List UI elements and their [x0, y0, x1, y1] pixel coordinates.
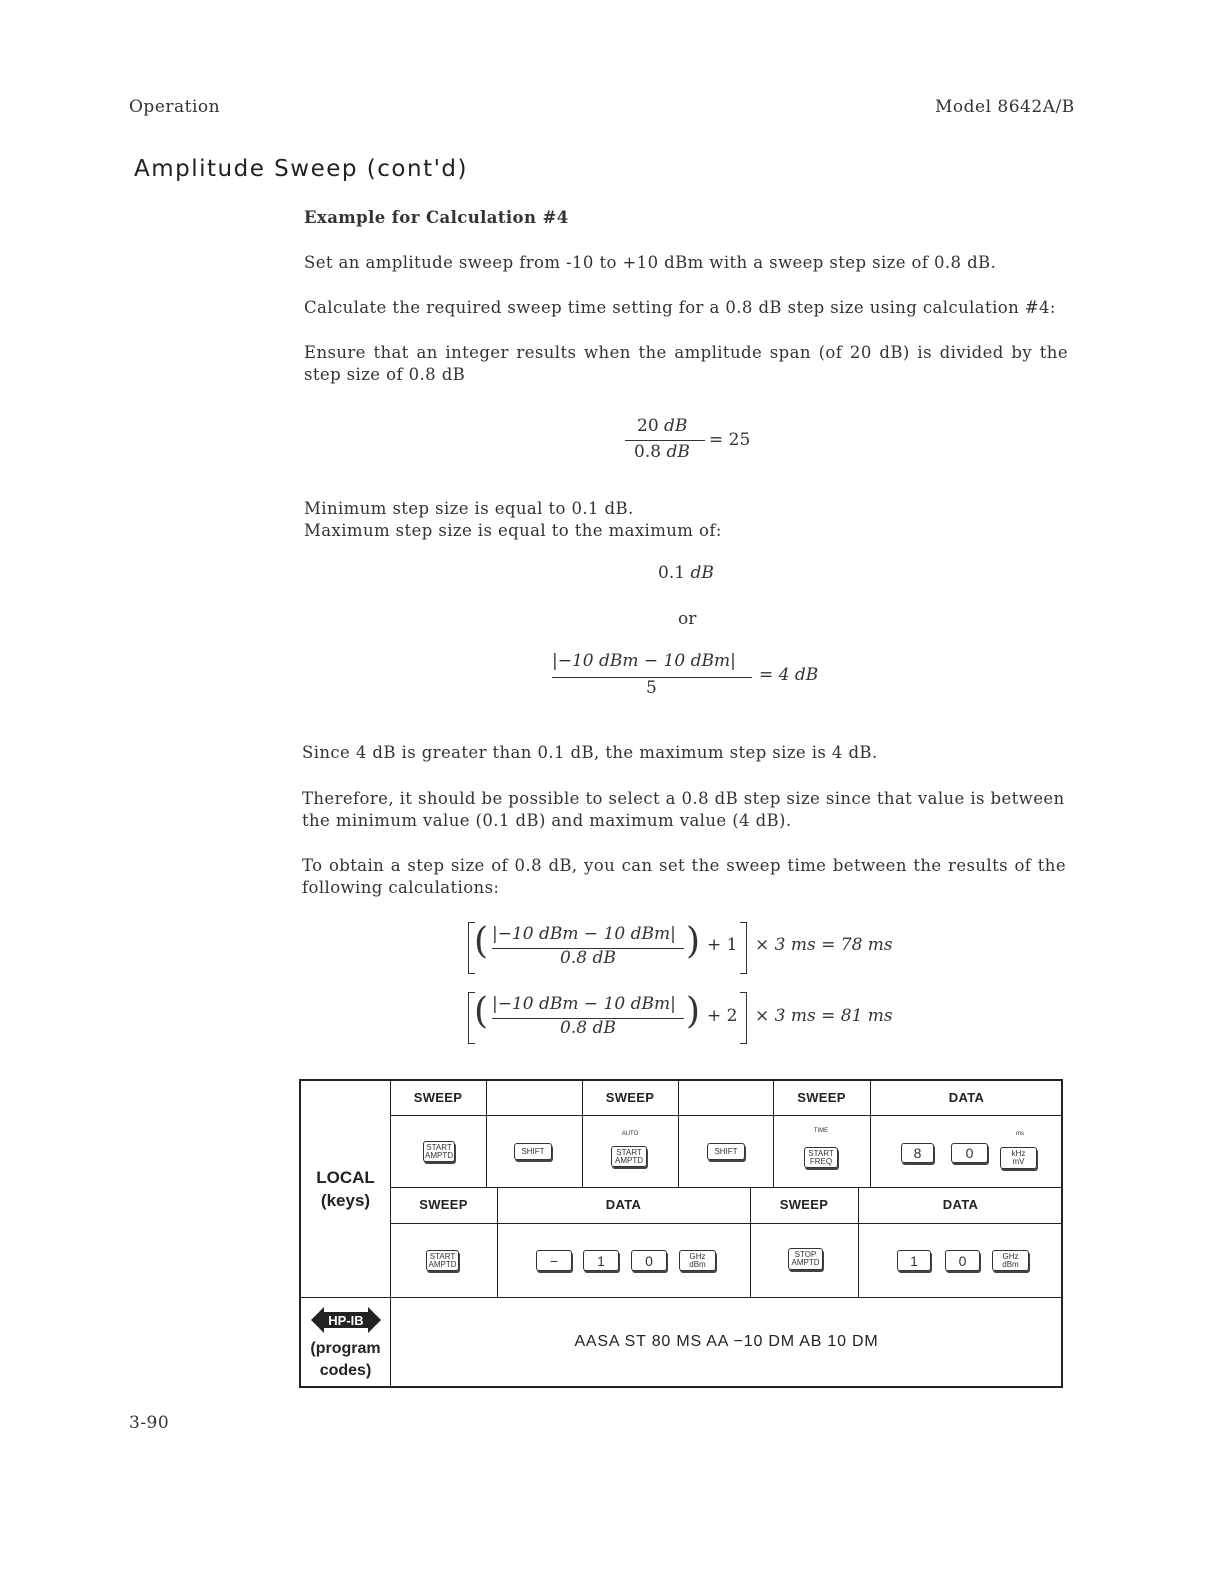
eq4-right-bracket: [740, 992, 747, 1044]
digit-0-key-3[interactable]: 0: [945, 1250, 980, 1271]
hpib-arrow-icon: [311, 1305, 381, 1335]
example-heading: Example for Calculation #4: [304, 208, 569, 227]
start-ampl-key-2[interactable]: START AMPTD: [611, 1146, 647, 1167]
r2-head-data-2: DATA: [942, 1197, 979, 1212]
r2-head-data-1: DATA: [605, 1197, 642, 1212]
eq2-result: = 4 dB: [759, 665, 819, 685]
paragraph-6-line-1: To obtain a step size of 0.8 dB, you can set the sweep time between the results of the: [302, 856, 1066, 875]
eq3-left-paren: (: [474, 921, 489, 962]
max-step-line: Maximum step size is equal to the maximum of:: [304, 521, 722, 540]
paragraph-5-line-1: Therefore, it should be possible to select a 0.8 dB step size since that value is between: [302, 789, 1065, 808]
paragraph-3-line-2: step size of 0.8 dB: [304, 365, 466, 384]
paragraph-4: Since 4 dB is greater than 0.1 dB, the maximum step size is 4 dB.: [302, 743, 878, 762]
table-divider-hpib: [390, 1297, 1063, 1298]
digit-8-key[interactable]: 8: [901, 1143, 934, 1163]
eq1-result: = 25: [709, 430, 751, 450]
program-codes: AASA ST 80 MS AA −10 DM AB 10 DM: [574, 1333, 879, 1350]
eq2-numerator: |−10 dBm − 10 dBm|: [552, 651, 736, 671]
ms-label: ms: [1016, 1131, 1024, 1137]
digit-0-key-2[interactable]: 0: [631, 1250, 667, 1271]
eq1-fraction-bar: [625, 440, 705, 441]
time-label: TIME: [813, 1128, 829, 1134]
stop-ampl-key[interactable]: STOP AMPTD: [788, 1248, 823, 1270]
khz-mv-key[interactable]: kHz mV: [1000, 1147, 1037, 1169]
header-model: Model 8642A/B: [935, 97, 1075, 117]
minus-key[interactable]: −: [536, 1250, 572, 1271]
r1-col-1: [486, 1081, 487, 1188]
r2-head-sweep-1: SWEEP: [419, 1197, 468, 1212]
eq3-right-paren: ): [686, 921, 701, 962]
eq3-result: × 3 ms = 78 ms: [755, 935, 893, 955]
eq1-denominator: 0.8 dB: [634, 442, 690, 462]
row2-header-line: [390, 1223, 1063, 1224]
r1-head-sweep-3: SWEEP: [797, 1090, 846, 1105]
eq4-left-paren: (: [474, 991, 489, 1032]
eq4-denominator: 0.8 dB: [560, 1018, 616, 1038]
eq2-or: or: [678, 609, 697, 629]
digit-0-key[interactable]: 0: [951, 1143, 988, 1163]
auto-label: AUTO: [621, 1131, 639, 1137]
paragraph-5-line-2: the minimum value (0.1 dB) and maximum value (4 dB).: [302, 811, 792, 830]
eq3-numerator: |−10 dBm − 10 dBm|: [492, 924, 676, 944]
min-step-line: Minimum step size is equal to 0.1 dB.: [304, 499, 634, 518]
eq4-right-paren: ): [686, 991, 701, 1032]
eq4-plus: + 2: [707, 1006, 738, 1026]
paragraph-3-line-1: Ensure that an integer results when the amplitude span (of 20 dB) is divided by the: [304, 343, 1068, 362]
keystroke-table: [299, 1079, 1063, 1388]
eq2-value: 0.1 dB: [658, 563, 714, 583]
table-divider-hpib-left: [299, 1297, 392, 1298]
eq3-denominator: 0.8 dB: [560, 948, 616, 968]
eq2-denominator: 5: [646, 678, 657, 698]
paragraph-2: Calculate the required sweep time setting for a 0.8 dB step size using calculation #4:: [304, 298, 1056, 317]
shift-key-2[interactable]: SHIFT: [707, 1143, 745, 1160]
hpib-label: (program codes): [310, 1340, 381, 1379]
eq4-result: × 3 ms = 81 ms: [755, 1006, 893, 1026]
digit-1-key-2[interactable]: 1: [897, 1250, 931, 1271]
start-ampl-key[interactable]: START AMPTD: [423, 1141, 455, 1162]
r1-col-3: [678, 1081, 679, 1188]
page-title: Amplitude Sweep (cont'd): [134, 156, 468, 182]
paragraph-1: Set an amplitude sweep from -10 to +10 dBm with a sweep step size of 0.8 dB.: [304, 253, 997, 272]
start-freq-key[interactable]: START FREQ: [804, 1147, 838, 1168]
digit-1-key[interactable]: 1: [583, 1250, 619, 1271]
start-ampl-key-3[interactable]: START AMPTD: [426, 1250, 459, 1271]
eq1-numerator: 20 dB: [637, 416, 688, 436]
ghz-dbm-key-2[interactable]: GHz dBm: [992, 1250, 1029, 1271]
row-divider: [390, 1187, 1063, 1188]
r1-head-sweep-1: SWEEP: [413, 1090, 463, 1105]
eq4-numerator: |−10 dBm − 10 dBm|: [492, 994, 676, 1014]
r2-head-sweep-2: SWEEP: [779, 1197, 829, 1212]
paragraph-6-line-2: following calculations:: [302, 878, 500, 897]
ghz-dbm-key[interactable]: GHz dBm: [679, 1250, 716, 1271]
local-label: LOCAL (keys): [316, 1168, 375, 1210]
eq3-plus: + 1: [707, 935, 738, 955]
r1-head-sweep-2: SWEEP: [605, 1090, 655, 1105]
header-section: Operation: [129, 97, 221, 117]
page-number: 3-90: [129, 1413, 170, 1433]
shift-key[interactable]: SHIFT: [514, 1143, 552, 1160]
eq3-right-bracket: [740, 922, 747, 974]
hpib-badge-text: HP-IB: [328, 1313, 364, 1328]
row1-header-line: [390, 1115, 1063, 1116]
r1-head-data: DATA: [948, 1090, 985, 1105]
